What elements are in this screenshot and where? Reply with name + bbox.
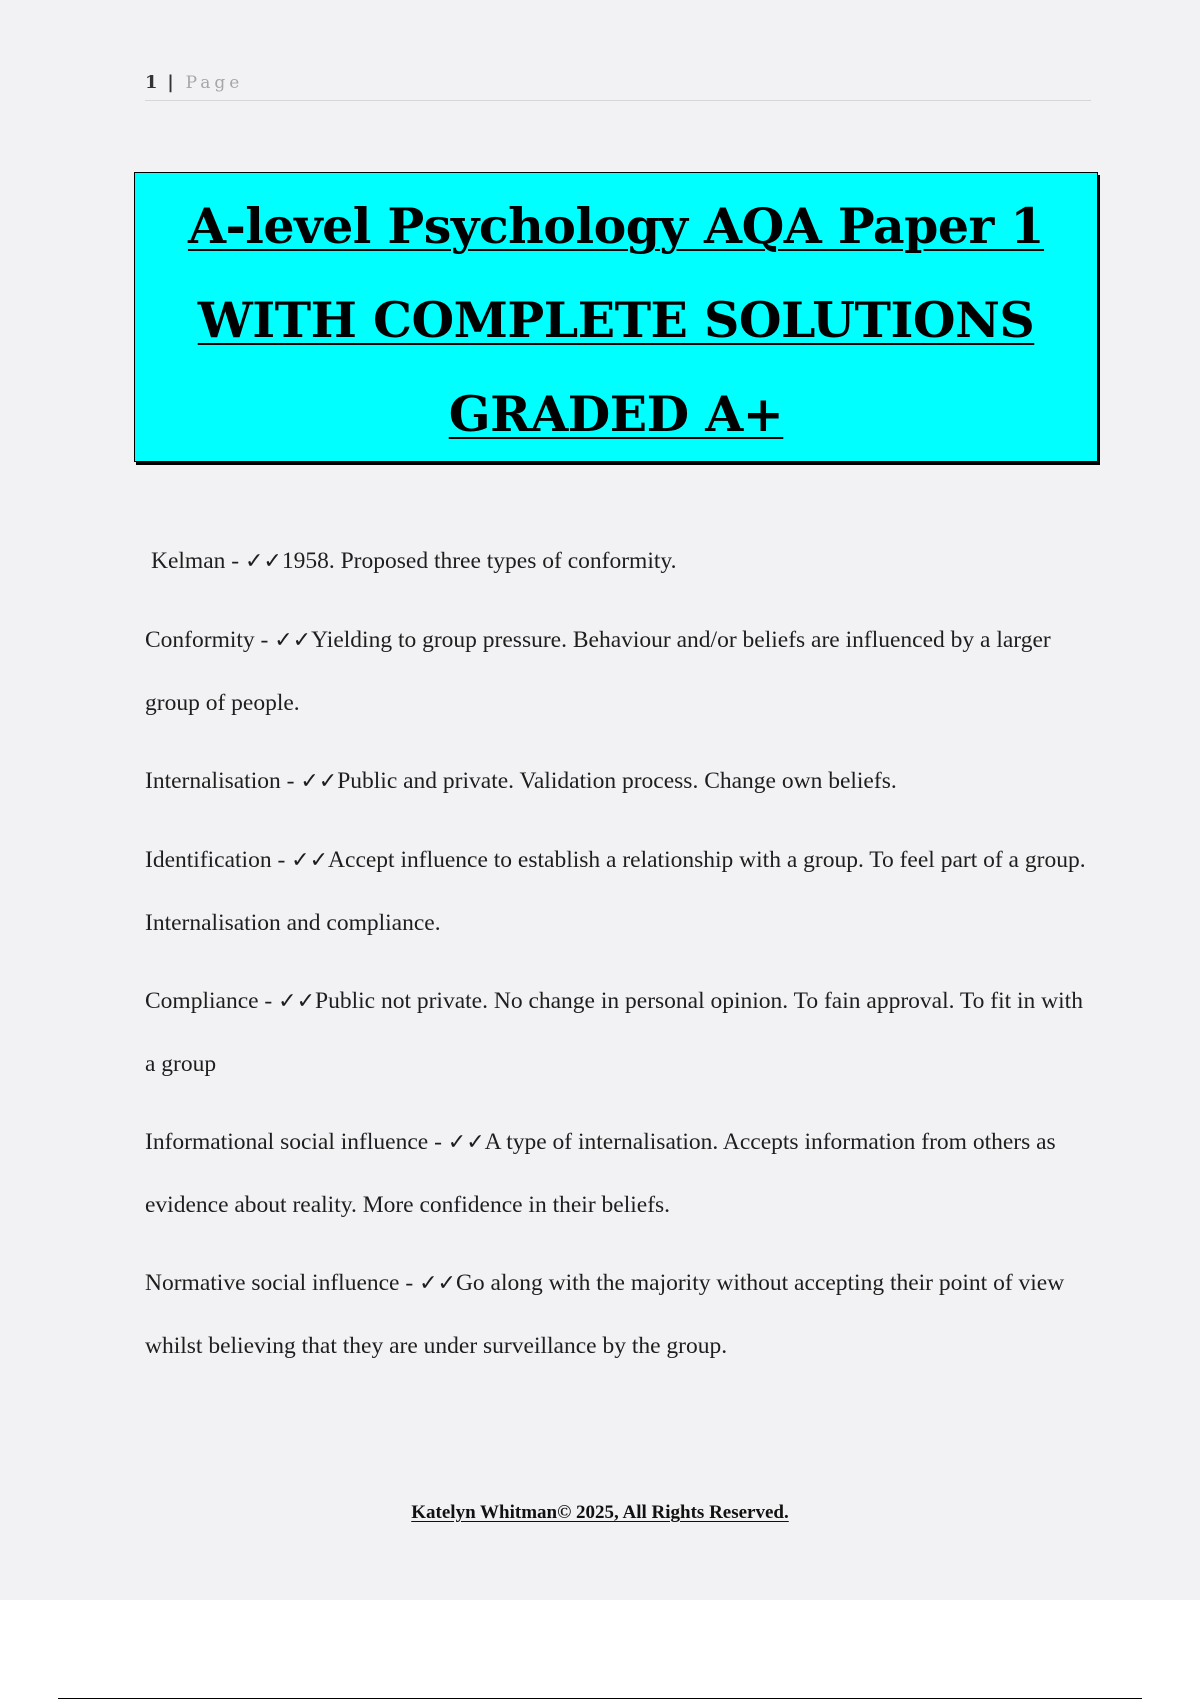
flashcard-term: Normative social influence - (145, 1270, 420, 1296)
flashcard-term: Compliance - (145, 988, 279, 1014)
title-line-1 (135, 179, 1097, 273)
bottom-divider (58, 1698, 1142, 1699)
flashcard-item (145, 829, 1095, 954)
flashcard-answer: A type of internalisation. Accepts information from others as evidence about reality. More confidence in their beliefs. (145, 1129, 1056, 1218)
title-banner (134, 172, 1098, 462)
double-check-icon: ✓✓ (278, 989, 316, 1014)
flashcard-answer: Public not private. No change in personal opinion. To fain approval. To fit in with a group (145, 988, 1083, 1077)
flashcard-answer: Go along with the majority without accepting their point of view whilst believing that they are under surveillance by the group. (145, 1270, 1065, 1359)
copyright-notice: Katelyn Whitman© 2025, All Rights Reserved. (411, 1502, 789, 1523)
page-header (145, 72, 1091, 101)
page-label: Page (185, 73, 244, 93)
double-check-icon: ✓✓ (274, 628, 312, 653)
title-line-3 (135, 367, 1097, 461)
double-check-icon: ✓✓ (244, 549, 282, 574)
flashcard-item (145, 530, 1095, 593)
title-line-2 (135, 273, 1097, 367)
title-text-2: WITH COMPLETE SOLUTIONS (197, 291, 1035, 349)
flashcard-answer: Yielding to group pressure. Behaviour and/or beliefs are influenced by a larger group of people. (145, 627, 1051, 716)
flashcard-term: Kelman - (151, 548, 245, 574)
page-separator: | (167, 72, 174, 93)
page-footer (0, 1502, 1200, 1524)
flashcard-answer: Accept influence to establish a relationship with a group. To feel part of a group. Internalisation and compliance. (145, 847, 1086, 936)
flashcard-item (145, 1252, 1095, 1377)
double-check-icon: ✓✓ (300, 769, 338, 794)
page-number: 1 (145, 72, 158, 93)
flashcard-item (145, 750, 1095, 813)
flashcard-item (145, 1111, 1095, 1236)
flashcard-answer: 1958. Proposed three types of conformity. (281, 548, 677, 574)
flashcard-term: Conformity - (145, 627, 275, 653)
double-check-icon: ✓✓ (291, 848, 329, 873)
flashcard-answer: Public and private. Validation process. Change own beliefs. (337, 768, 897, 794)
flashcard-list (145, 530, 1095, 1393)
double-check-icon: ✓✓ (447, 1130, 485, 1155)
flashcard-item (145, 609, 1095, 734)
flashcard-item (145, 970, 1095, 1095)
title-text-1: A-level Psychology AQA Paper 1 (187, 197, 1045, 255)
flashcard-term: Informational social influence - (145, 1129, 448, 1155)
flashcard-term: Identification - (145, 847, 292, 873)
title-text-3: GRADED A+ (448, 385, 784, 443)
flashcard-term: Internalisation - (145, 768, 301, 794)
double-check-icon: ✓✓ (419, 1271, 456, 1296)
